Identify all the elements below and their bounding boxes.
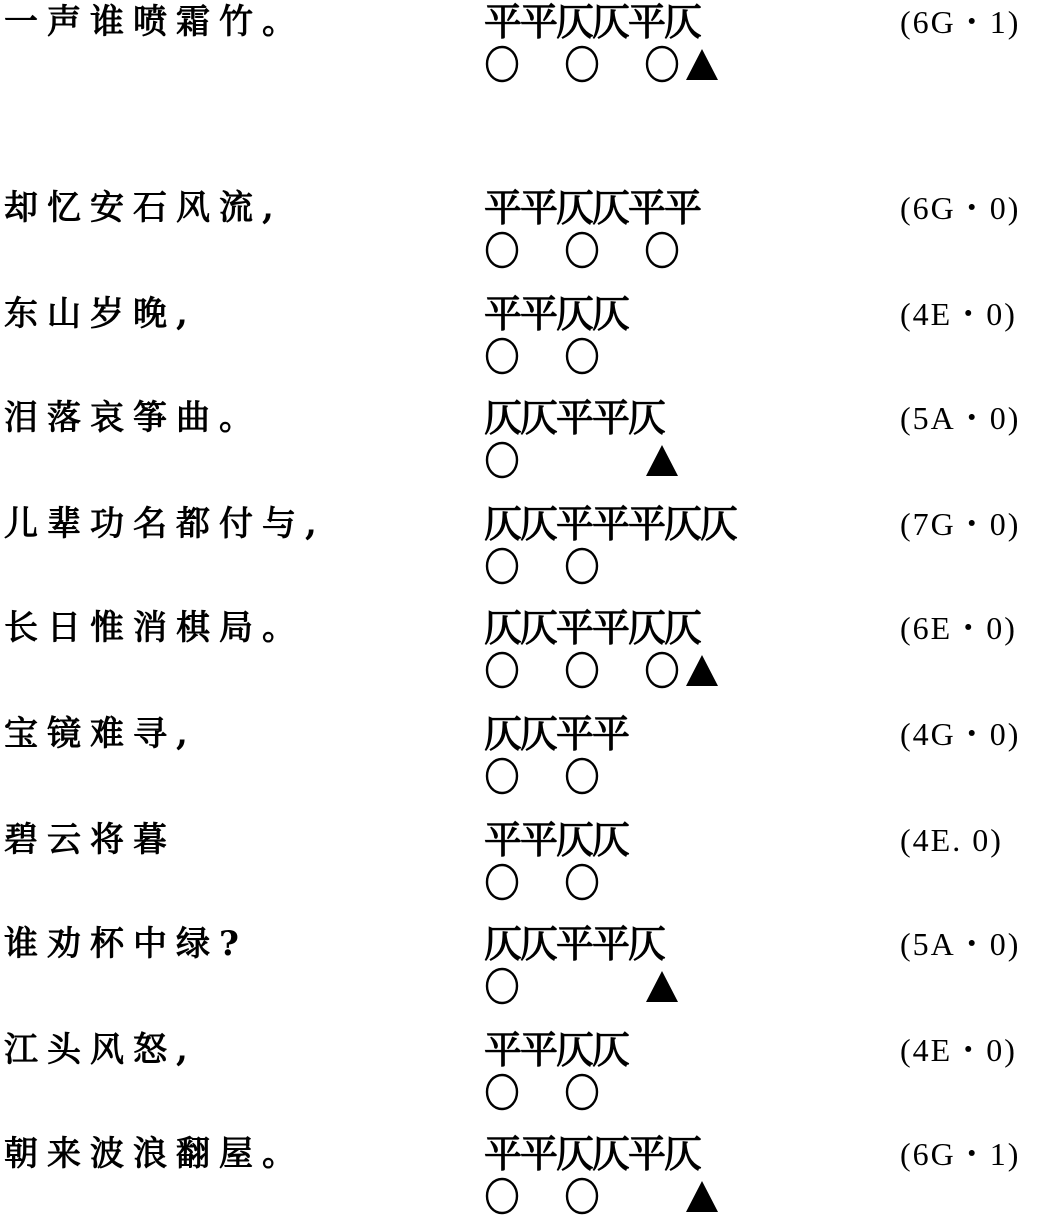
open-circle-icon bbox=[564, 862, 600, 902]
open-circle-icon bbox=[644, 230, 680, 270]
mark-row bbox=[484, 44, 744, 88]
line-code: (4G・0) bbox=[900, 716, 1021, 752]
open-circle-icon bbox=[484, 1072, 520, 1112]
poem-line bbox=[0, 186, 1052, 286]
line-text: 泪落哀筝曲。 bbox=[4, 398, 262, 438]
open-circle-icon bbox=[564, 756, 600, 796]
open-circle-icon bbox=[564, 336, 600, 376]
poem-line bbox=[0, 0, 1052, 100]
poem-line bbox=[0, 396, 1052, 496]
line-code: (4E. 0) bbox=[900, 822, 1003, 858]
filled-triangle-icon bbox=[684, 650, 720, 690]
line-text: 长日惟消棋局。 bbox=[4, 608, 305, 648]
line-code: (5A・0) bbox=[900, 926, 1021, 962]
open-circle-icon bbox=[564, 44, 600, 84]
poem-line bbox=[0, 502, 1052, 602]
tone-pattern: 平平仄仄 bbox=[484, 291, 629, 336]
mark-row bbox=[484, 230, 744, 274]
tone-pattern: 仄仄平平仄 bbox=[484, 395, 665, 440]
line-code: (6G・1) bbox=[900, 1136, 1021, 1172]
open-circle-icon bbox=[564, 230, 600, 270]
poem-line bbox=[0, 922, 1052, 1022]
line-text: 碧云将暮 bbox=[4, 820, 176, 860]
open-circle-icon bbox=[564, 1072, 600, 1112]
open-circle-icon bbox=[484, 546, 520, 586]
mark-row bbox=[484, 650, 744, 694]
open-circle-icon bbox=[484, 230, 520, 270]
filled-triangle-icon bbox=[684, 1176, 720, 1216]
line-text: 江头风怒, bbox=[4, 1030, 197, 1070]
line-code: (4E・0) bbox=[900, 296, 1017, 332]
poem-line bbox=[0, 1028, 1052, 1128]
line-text: 儿辈功名都付与, bbox=[4, 504, 326, 544]
tone-pattern: 仄仄平平仄仄 bbox=[484, 605, 701, 650]
open-circle-icon bbox=[644, 44, 680, 84]
poem-line bbox=[0, 712, 1052, 812]
tone-pattern: 平平仄仄平仄 bbox=[484, 0, 701, 44]
open-circle-icon bbox=[564, 546, 600, 586]
mark-row bbox=[484, 756, 744, 800]
line-code: (7G・0) bbox=[900, 506, 1021, 542]
mark-row bbox=[484, 440, 744, 484]
filled-triangle-icon bbox=[644, 440, 680, 480]
filled-triangle-icon bbox=[684, 44, 720, 84]
open-circle-icon bbox=[484, 440, 520, 480]
mark-row bbox=[484, 1072, 744, 1116]
open-circle-icon bbox=[484, 862, 520, 902]
poem-line bbox=[0, 1132, 1052, 1232]
line-text: 谁劝杯中绿? bbox=[4, 924, 248, 964]
open-circle-icon bbox=[564, 1176, 600, 1216]
line-code: (5A・0) bbox=[900, 400, 1021, 436]
open-circle-icon bbox=[484, 650, 520, 690]
mark-row bbox=[484, 862, 744, 906]
line-text: 一声谁喷霜竹。 bbox=[4, 2, 305, 42]
mark-row bbox=[484, 1176, 744, 1220]
tone-pattern: 仄仄平平平仄仄 bbox=[484, 501, 737, 546]
open-circle-icon bbox=[644, 650, 680, 690]
mark-row bbox=[484, 966, 744, 1010]
tone-pattern: 平平仄仄 bbox=[484, 817, 629, 862]
line-code: (6E・0) bbox=[900, 610, 1017, 646]
open-circle-icon bbox=[484, 756, 520, 796]
tone-pattern: 平平仄仄平仄 bbox=[484, 1131, 701, 1176]
tone-pattern: 仄仄平平 bbox=[484, 711, 629, 756]
line-code: (6G・1) bbox=[900, 4, 1021, 40]
poem-line bbox=[0, 818, 1052, 918]
tone-pattern: 仄仄平平仄 bbox=[484, 921, 665, 966]
line-code: (4E・0) bbox=[900, 1032, 1017, 1068]
open-circle-icon bbox=[484, 44, 520, 84]
filled-triangle-icon bbox=[644, 966, 680, 1006]
poem-line bbox=[0, 606, 1052, 706]
line-text: 宝镜难寻, bbox=[4, 714, 197, 754]
line-text: 朝来波浪翻屋。 bbox=[4, 1134, 305, 1174]
poem-line bbox=[0, 292, 1052, 392]
line-text: 却忆安石风流, bbox=[4, 188, 283, 228]
open-circle-icon bbox=[484, 336, 520, 376]
mark-row bbox=[484, 546, 744, 590]
tone-pattern: 平平仄仄 bbox=[484, 1027, 629, 1072]
tone-pattern: 平平仄仄平平 bbox=[484, 185, 701, 230]
mark-row bbox=[484, 336, 744, 380]
open-circle-icon bbox=[484, 966, 520, 1006]
open-circle-icon bbox=[484, 1176, 520, 1216]
line-code: (6G・0) bbox=[900, 190, 1021, 226]
open-circle-icon bbox=[564, 650, 600, 690]
line-text: 东山岁晚, bbox=[4, 294, 197, 334]
